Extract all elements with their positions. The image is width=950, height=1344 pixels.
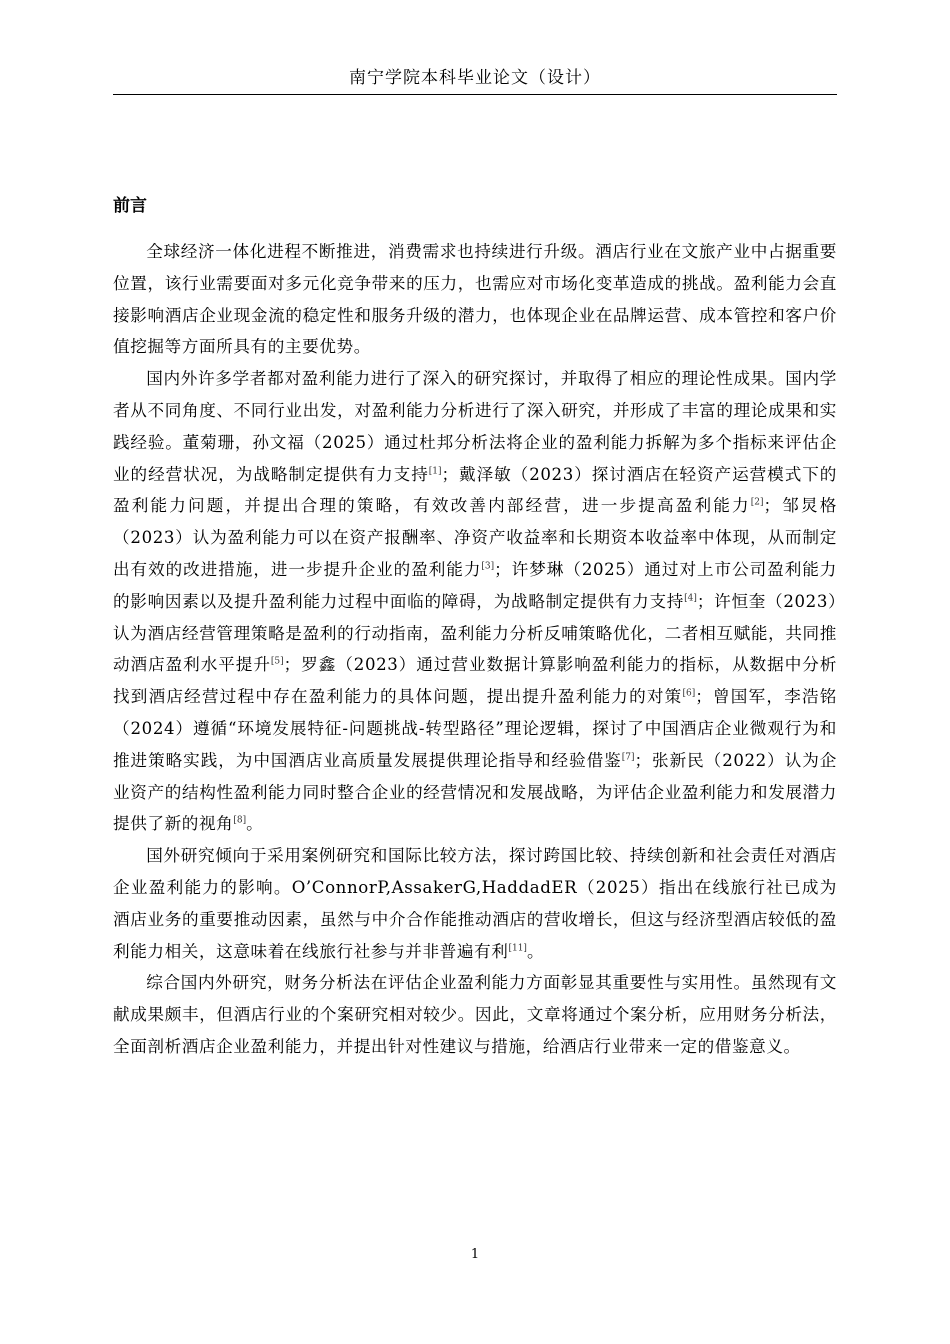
text-segment: ；许恒奎（2023）认为酒店经营管理策略是盈利的行动指南，盈利能力分析反哺策略优化，二者相互赋能，共同推动酒店盈利水平提升	[113, 591, 837, 675]
text-segment: 国外研究倾向于采用案例研究和国际比较方法，探讨跨国比较、持续创新和社会责任对酒店企业盈利能力的影响。O’ConnorP,AssakerG,HaddadER（2025）指出在线旅行社已成为酒店业务的重要推动因素，虽然与中介合作能推动酒店的营收增长，但这与经济型酒店较低的盈利能力相关，这意味着在线旅行社参与并非普遍有利	[113, 846, 837, 961]
citation-marker: [1]	[428, 466, 442, 477]
citation-marker: [4]	[684, 593, 697, 604]
citation-marker: [6]	[682, 688, 696, 699]
text-segment: 国内外许多学者都对盈利能力进行了深入的研究探讨，并取得了相应的理论性成果。国内学者从不同角度、不同行业出发，对盈利能力分析进行了深入研究，并形成了丰富的理论成果和实践经验。董菊珊，孙文福（2025）通过杜邦分析法将企业的盈利能力拆解为多个指标来评估企业的经营状况，为战略制定提供有力支持	[113, 369, 837, 484]
text-segment: ；罗鑫（2023）通过营业数据计算影响盈利能力的指标，从数据中分析找到酒店经营过程中存在盈利能力的具体问题，提出提升盈利能力的对策	[113, 655, 837, 707]
section-title: 前言	[113, 196, 147, 216]
text-segment: ；邹炅格（2023）认为盈利能力可以在资产报酬率、净资产收益率和长期资本收益率中体现，从而制定出有效的改进措施，进一步提升企业的盈利能力	[113, 496, 837, 579]
text-segment: ；戴泽敏（2023）探讨酒店在轻资产运营模式下的盈利能力问题，并提出合理的策略，有效改善内部经营，进一步提高盈利能力	[113, 464, 837, 516]
page-header-title: 南宁学院本科毕业论文（设计）	[349, 68, 601, 88]
citation-marker: [2]	[750, 497, 764, 508]
text-segment: ；张新民（2022）认为企业资产的结构性盈利能力同时整合企业的经营情况和发展战略，为评估企业盈利能力和发展潜力提供了新的视角	[113, 750, 837, 834]
text-segment: 。	[526, 941, 545, 961]
text-segment: ；曾国军，李浩铭（2024）遵循“环境发展特征-问题挑战-转型路径”理论逻辑，探讨了中国酒店企业微观行为和推进策略实践，为中国酒店业高质量发展提供理论指导和经验借鉴	[113, 687, 837, 770]
paragraph-foreign-research	[113, 840, 837, 967]
citation-marker: [5]	[270, 656, 284, 667]
text-segment: ；许梦琳（2025）通过对上市公司盈利能力的影响因素以及提升盈利能力过程中面临的障碍，为战略制定提供有力支持	[113, 559, 837, 611]
paragraph-summary: 综合国内外研究，财务分析法在评估企业盈利能力方面彰显其重要性与实用性。虽然现有文献成果颇丰，但酒店行业的个案研究相对较少。因此，文章将通过个案分析，应用财务分析法，全面剖析酒店企业盈利能力，并提出针对性建议与措施，给酒店行业带来一定的借鉴意义。	[113, 973, 837, 1056]
citation-marker: [7]	[621, 752, 635, 763]
header-divider	[113, 94, 837, 95]
citation-marker: [3]	[481, 561, 495, 572]
text-segment: 。	[246, 814, 264, 834]
citation-marker: [8]	[233, 815, 247, 826]
paragraph-domestic-research	[113, 363, 837, 840]
page-number: 1	[470, 1247, 480, 1262]
citation-marker: [11]	[508, 943, 527, 953]
paragraph-intro: 全球经济一体化进程不断推进，消费需求也持续进行升级。酒店行业在文旅产业中占据重要位置，该行业需要面对多元化竞争带来的压力，也需应对市场化变革造成的挑战。盈利能力会直接影响酒店企业现金流的稳定性和服务升级的潜力，也体现企业在品牌运营、成本管控和客户价值挖掘等方面所具有的主要优势。	[113, 242, 837, 357]
body-text	[113, 236, 837, 1063]
